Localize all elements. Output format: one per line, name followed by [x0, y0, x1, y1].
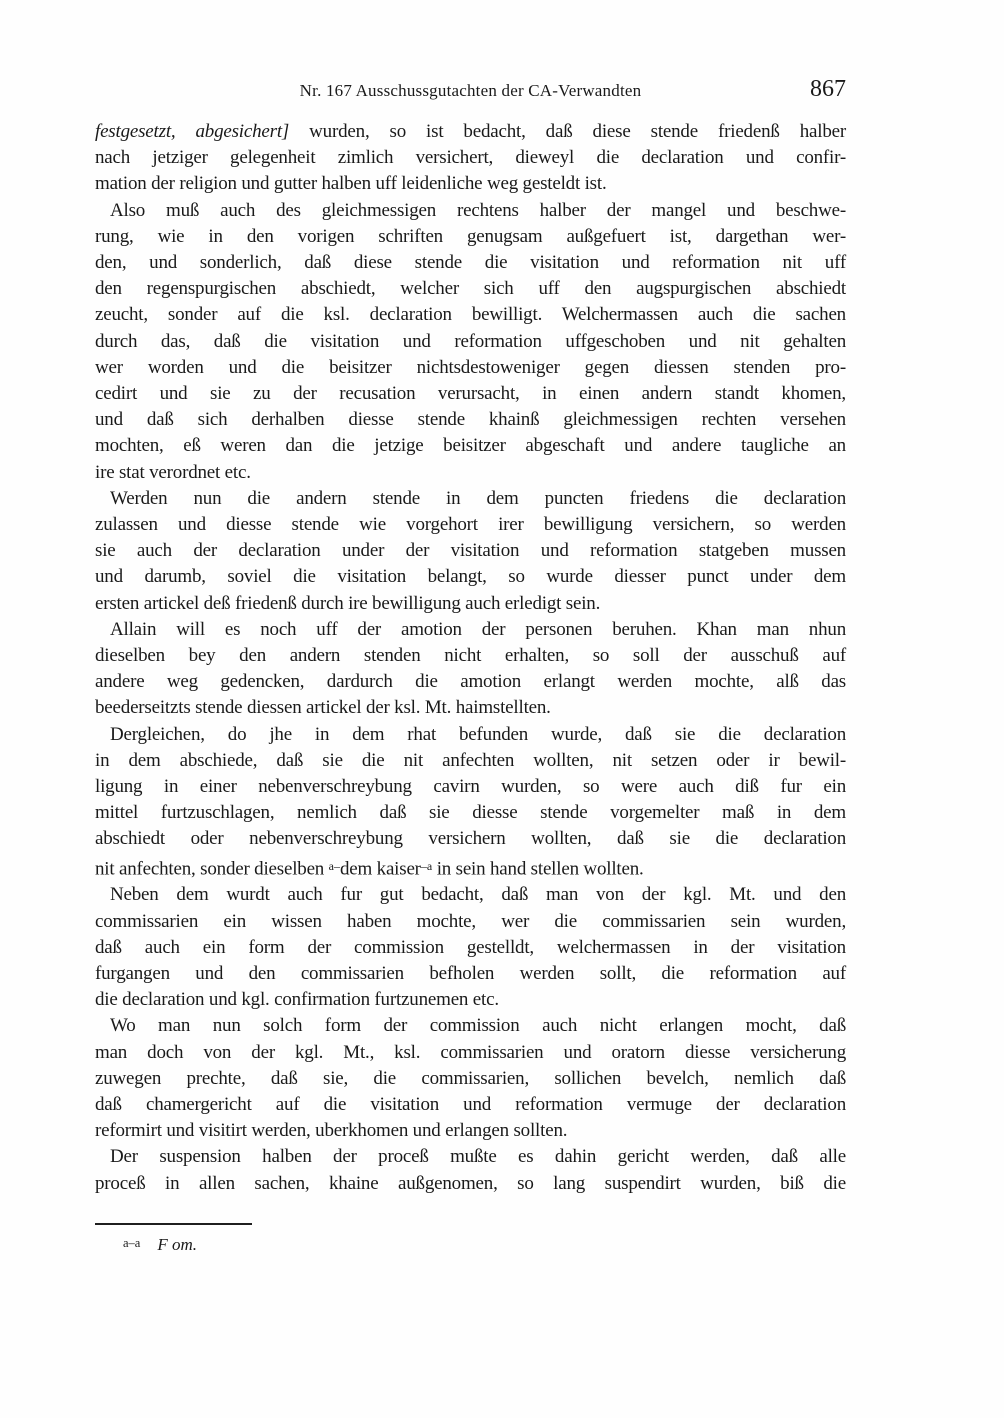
text-line: beederseitzts stende diessen artickel der ksl. Mt. haimstellten. [95, 697, 551, 719]
text-line: daß auch ein form der commission gestelldt, welchermassen in der visitation [95, 936, 846, 958]
text-line: die declaration und kgl. confirmation furtzunemen etc. [95, 989, 499, 1011]
text-segment: wurden, so ist bedacht, daß diese stende friedenß halber [289, 121, 846, 142]
running-head: Nr. 167 Ausschussgutachten der CA-Verwandten [299, 81, 642, 100]
footnote-text: F om. [157, 1234, 198, 1254]
paragraph [95, 1144, 846, 1196]
text-line: proceß in allen sachen, khaine außgenomen, so lang suspendirt wurden, biß die [95, 1172, 846, 1194]
text-line: ersten artickel deß friedenß durch ire bewilligung auch erledigt sein. [95, 592, 601, 614]
paragraph [95, 722, 846, 883]
footnote-reference-marker: –a [420, 858, 433, 873]
text-line: wer worden und die beisitzer nichtsdestoweniger gegen diessen stenden pro- [95, 356, 846, 378]
text-line: mochten, eß weren dan die jetzige beisitzer abgeschaft und andere taugliche an [95, 435, 846, 457]
footnote-rule [95, 1223, 252, 1225]
text-line: durch das, daß die visitation und reformation uffgeschoben und nit gehalten [95, 330, 846, 352]
text-line: mittel furtzuschlagen, nemlich daß sie diesse stende vorgemelter maß in dem [95, 802, 846, 824]
italic-text: festgesetzt, abgesichert] [95, 121, 290, 142]
text-line: Neben dem wurdt auch fur gut bedacht, daß man von der kgl. Mt. und den [110, 884, 846, 906]
text-line: Allain will es noch uff der amotion der personen beruhen. Khan man nhun [110, 618, 846, 640]
footnote-reference-marker: a– [328, 858, 340, 873]
text-line: nach jetziger gelegenheit zimlich versichert, dieweyl die declaration und confir- [95, 147, 846, 169]
text-line [95, 853, 846, 883]
text-segment: dem kaiser [339, 858, 421, 880]
paragraph [95, 882, 846, 1013]
text-line: zuwegen prechte, daß sie, die commissarien, sollichen bevelch, nemlich daß [95, 1067, 846, 1089]
text-line: cedirt und sie zu der recusation verursacht, in einen andern standt khomen, [95, 383, 846, 405]
text-line: den, und sonderlich, daß diese stende die visitation und reformation nit uff [95, 252, 846, 274]
text-line: man doch von der kgl. Mt., ksl. commissarien und oratorn diesse versicherung [95, 1041, 846, 1063]
footnote-marker: a–a [123, 1235, 141, 1250]
page-number: 867 [810, 76, 846, 102]
text-line: sie auch der declaration under der visitation und reformation statgeben mussen [95, 540, 846, 562]
page-header [95, 76, 846, 102]
paragraph [95, 119, 846, 198]
text-line: rung, wie in den vorigen schriften genugsam außgefuert ist, dargethan wer- [95, 225, 846, 247]
text-line: und daß sich derhalben diesse stende khainß gleichmessigen rechten versehen [95, 409, 846, 431]
text-line: Also muß auch des gleichmessigen rechtens halber der mangel und beschwe- [110, 199, 846, 221]
text-line: ire stat verordnet etc. [95, 461, 251, 483]
text-line: und darumb, soviel die visitation belangt, so wurde diesser punct under dem [95, 566, 846, 588]
paragraph [95, 486, 846, 617]
text-line: furgangen und den commissarien befholen werden sollt, die reformation auf [95, 963, 846, 984]
paragraph [95, 1013, 846, 1144]
text-line: Dergleichen, do jhe in dem rhat befunden wurde, daß sie die declaration [110, 723, 846, 745]
text-segment: in sein hand stellen wollten. [432, 858, 644, 880]
text-line: zeucht, sonder auf die ksl. declaration bewilligt. Welchermassen auch die sachen [95, 304, 846, 326]
text-line: andere weg gedencken, dardurch die amotion erlangt werden mochte, alß das [95, 671, 846, 693]
page-body [95, 119, 846, 1197]
text-line: ligung in einer nebenverschreybung cavirn wurden, so were auch diß fur ein [95, 776, 846, 798]
text-line: den regenspurgischen abschiedt, welcher sich uff den augspurgischen abschiedt [95, 278, 846, 300]
text-line: Wo man nun solch form der commission auch nicht erlangen mocht, daß [110, 1015, 846, 1037]
text-line: reformirt und visitirt werden, uberkhomen und erlangen sollten. [95, 1120, 568, 1142]
footnote [95, 1233, 846, 1255]
text-segment: nit anfechten, sonder dieselben [95, 858, 329, 880]
text-line: mation der religion und gutter halben uff leidenliche weg gesteldt ist. [95, 173, 607, 195]
text-line [95, 119, 846, 145]
text-line: zulassen und diesse stende wie vorgehort irer bewilligung versichern, so werden [95, 514, 846, 536]
text-line: dieselben bey den andern stenden nicht erhalten, so soll der ausschuß auf [95, 645, 846, 667]
text-line: Der suspension halben der proceß mußte es dahin gericht werden, daß alle [110, 1146, 846, 1168]
text-line: abschiedt oder nebenverschreybung versichern wollten, daß sie die declaration [95, 828, 846, 850]
paragraph [95, 617, 846, 722]
text-line: commissarien ein wissen haben mochte, wer die commissarien sein wurden, [95, 910, 846, 932]
text-line: Werden nun die andern stende in dem puncten friedens die declaration [110, 487, 846, 509]
text-line: in dem abschiede, daß sie die nit anfechten wollten, nit setzen oder ir bewil- [95, 749, 846, 771]
text-line: daß chamergericht auf die visitation und reformation vermuge der declaration [95, 1094, 846, 1116]
footnote-section [95, 1223, 846, 1255]
paragraph [95, 198, 846, 486]
